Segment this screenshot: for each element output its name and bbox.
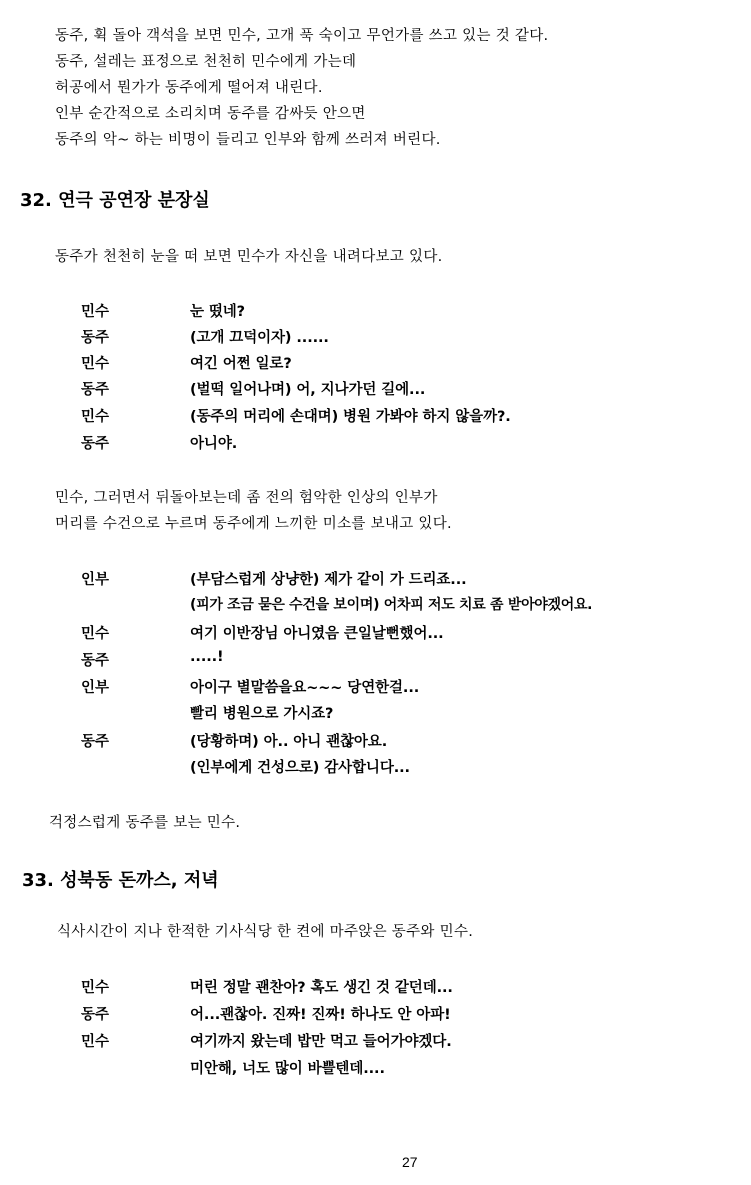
speaker-name: 동주 [81, 382, 110, 398]
dialogue-line: .....! [190, 649, 224, 665]
speaker-name: 동주 [81, 734, 110, 750]
speaker-name: 동주 [81, 436, 110, 452]
speaker-name: 인부 [81, 680, 110, 696]
speaker-name: 민수 [81, 980, 110, 996]
dialogue-line: 아니야. [190, 436, 238, 452]
speaker-name: 동주 [81, 1007, 110, 1023]
action-line: 동주, 휙 돌아 객석을 보면 민수, 고개 푹 숙이고 무언가를 쓰고 있는 것 같다. [55, 28, 549, 44]
action-line: 식사시간이 지나 한적한 기사식당 한 켠에 마주앉은 동주와 민수. [57, 924, 474, 940]
speaker-name: 동주 [81, 653, 110, 669]
dialogue-line: 미안해, 너도 많이 바쁠텐데.... [190, 1061, 385, 1077]
action-line: 동주가 천천히 눈을 떠 보면 민수가 자신을 내려다보고 있다. [55, 249, 443, 265]
action-line: 민수, 그러면서 뒤돌아보는데 좀 전의 험악한 인상의 인부가 [55, 490, 438, 506]
action-line: 동주, 설레는 표정으로 천천히 민수에게 가는데 [55, 54, 357, 70]
page-number: 27 [402, 1154, 418, 1170]
dialogue-line: (벌떡 일어나며) 어, 지나가던 길에... [190, 382, 426, 398]
dialogue-line: (부담스럽게 상냥한) 제가 같이 가 드리죠... [190, 572, 467, 588]
dialogue-line: 여긴 어쩐 일로? [190, 356, 292, 372]
dialogue-line: (피가 조금 묻은 수건을 보이며) 어차피 저도 치료 좀 받아야겠어요. [190, 597, 593, 613]
speaker-name: 민수 [81, 304, 110, 320]
dialogue-line: 머린 정말 괜찬아? 혹도 생긴 것 같던데... [190, 980, 453, 996]
action-line: 머리를 수건으로 누르며 동주에게 느끼한 미소를 보내고 있다. [55, 516, 452, 532]
dialogue-line: (당황하며) 아.. 아니 괜찮아요. [190, 734, 388, 750]
dialogue-line: 여기 이반장님 아니였음 큰일날뻔했어... [190, 626, 444, 642]
dialogue-line: 어...괜찮아. 진짜! 진짜! 하나도 안 아파! [190, 1007, 451, 1023]
dialogue-line: (고개 끄덕이자) ...... [190, 330, 329, 346]
dialogue-line: (동주의 머리에 손대며) 병원 가봐야 하지 않을까?. [190, 409, 511, 425]
dialogue-line: 여기까지 왔는데 밥만 먹고 들어가야겠다. [190, 1034, 452, 1050]
dialogue-line: 눈 떴네? [190, 304, 245, 320]
scene-heading: 33. 성북동 돈까스, 저녁 [22, 870, 219, 891]
speaker-name: 민수 [81, 356, 110, 372]
speaker-name: 민수 [81, 409, 110, 425]
dialogue-line: 아이구 별말씀을요~~~ 당연한걸... [190, 680, 420, 696]
speaker-name: 민수 [81, 626, 110, 642]
action-line: 동주의 악~ 하는 비명이 들리고 인부와 함께 쓰러져 버린다. [55, 132, 441, 148]
dialogue-line: (인부에게 건성으로) 감사합니다... [190, 760, 410, 776]
speaker-name: 동주 [81, 330, 110, 346]
action-line: 허공에서 뭔가가 동주에게 떨어져 내린다. [55, 80, 323, 96]
action-line: 걱정스럽게 동주를 보는 민수. [49, 815, 241, 831]
scene-heading: 32. 연극 공연장 분장실 [20, 190, 210, 211]
dialogue-line: 빨리 병원으로 가시죠? [190, 706, 334, 722]
speaker-name: 인부 [81, 572, 110, 588]
speaker-name: 민수 [81, 1034, 110, 1050]
action-line: 인부 순간적으로 소리치며 동주를 감싸듯 안으면 [55, 106, 366, 122]
